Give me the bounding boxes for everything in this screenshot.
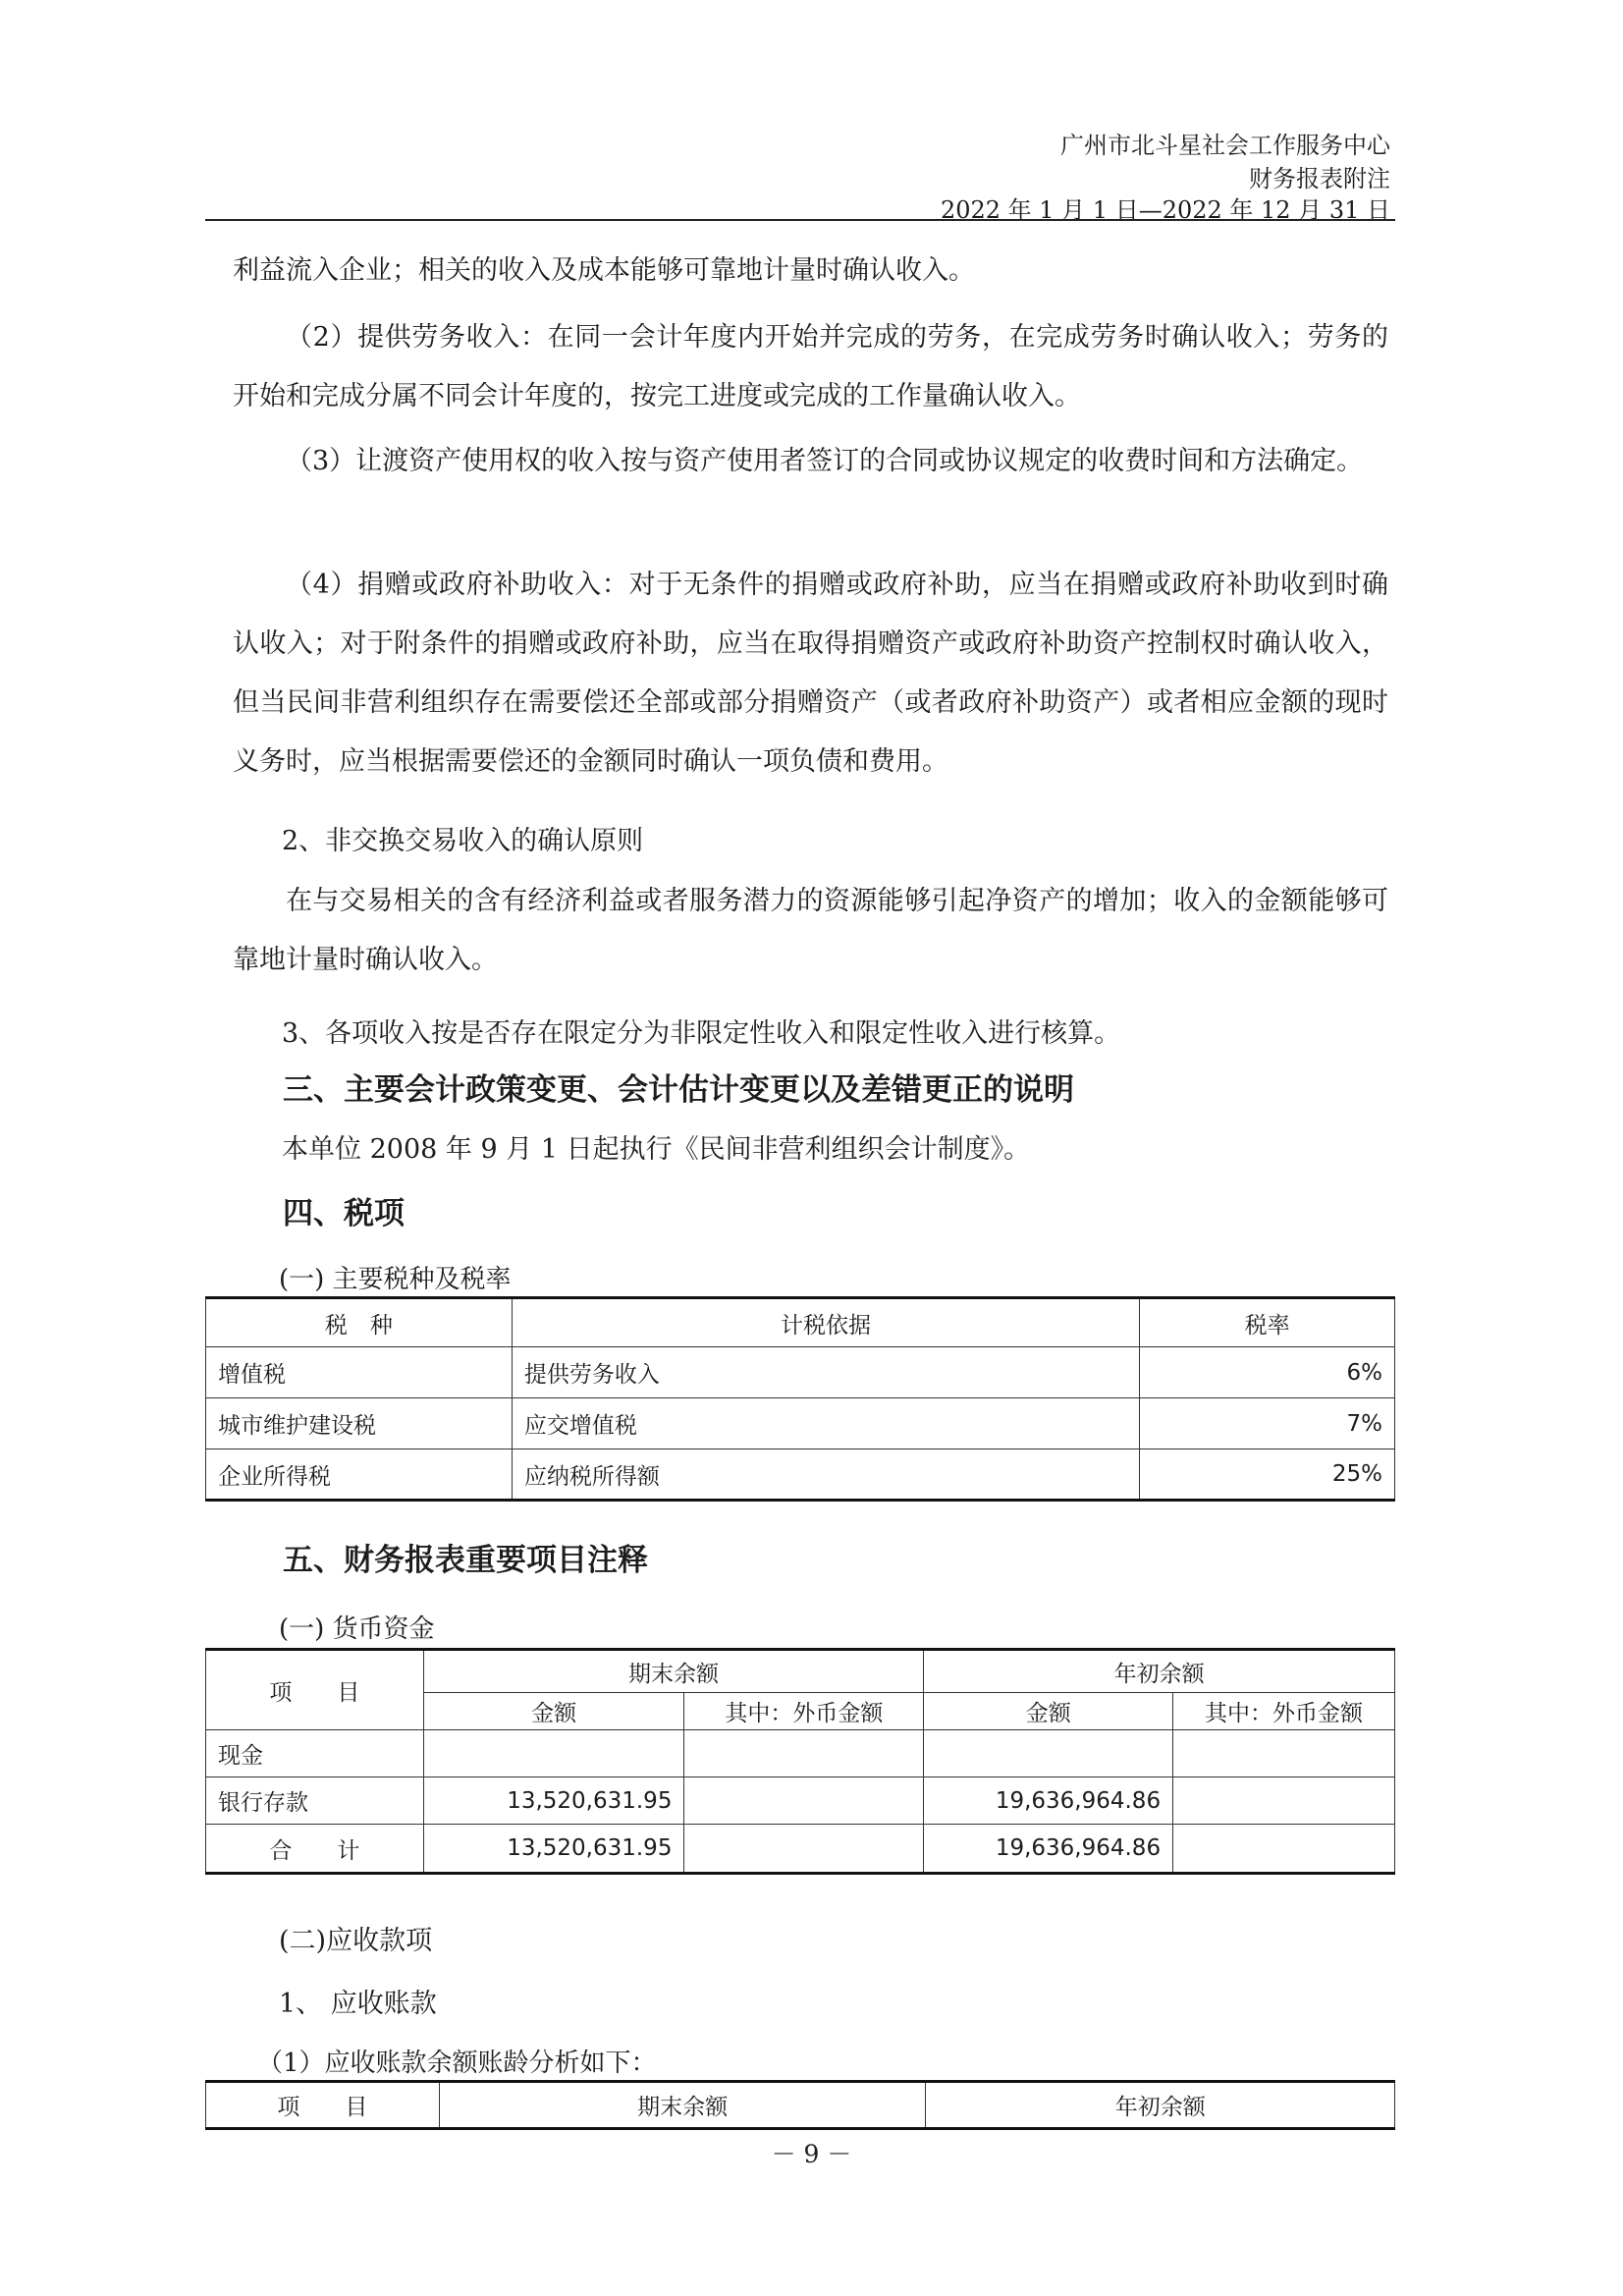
caption-tax-table: (一) 主要税种及税率 <box>279 1265 512 1294</box>
tax-type: 增值税 <box>206 1347 513 1398</box>
paragraph-donation-revenue: （4）捐赠或政府补助收入：对于无条件的捐赠或政府补助，应当在捐赠或政府补助收到时确认收入；对于附条件的捐赠或政府补助，应当在取得捐赠资产或政府补助资产控制权时确认收入，但当民间非营利组织存在需要偿还全部或部分捐赠资产（或者政府补助资产）或者相应金额的现时义务时，应当根据需要偿还的金额同时确认一项负债和费用。 <box>233 570 1388 777</box>
paragraph-policy-adoption: 本单位 2008 年 9 月 1 日起执行《民间非营利组织会计制度》。 <box>282 1134 1031 1165</box>
tax-type: 城市维护建设税 <box>206 1398 513 1449</box>
paragraph-service-revenue: （2）提供劳务收入：在同一会计年度内开始并完成的劳务，在完成劳务时确认收入；劳务的开始和完成分属不同会计年度的，按完工进度或完成的工作量确认收入。 <box>233 322 1388 411</box>
subsection-accounts-receivable: 1、 应收账款 <box>279 1989 437 2019</box>
tax-type: 企业所得税 <box>206 1449 513 1501</box>
caption-cash-table: (一) 货币资金 <box>279 1614 435 1644</box>
cash-header-begin-balance: 年初余额 <box>924 1650 1395 1693</box>
section-title-policy-changes: 三、主要会计政策变更、会计估计变更以及差错更正的说明 <box>283 1072 1074 1108</box>
paragraph-non-exchange-body: 在与交易相关的含有经济利益或者服务潜力的资源能够引起净资产的增加；收入的金额能够可靠地计量时确认收入。 <box>233 886 1388 975</box>
paragraph-revenue-classification: 3、各项收入按是否存在限定分为非限定性收入和限定性收入进行核算。 <box>282 1018 1121 1049</box>
tax-basis: 应交增值税 <box>512 1398 1139 1449</box>
tax-basis: 提供劳务收入 <box>512 1347 1139 1398</box>
tax-basis: 应纳税所得额 <box>512 1449 1139 1501</box>
cash-item-total: 合 计 <box>206 1825 424 1874</box>
cash-begin-amount <box>924 1730 1173 1777</box>
section-title-financial-notes: 五、财务报表重要项目注释 <box>283 1543 648 1578</box>
cash-end-amount <box>423 1730 684 1777</box>
header-period: 2022 年 1 月 1 日—2022 年 12 月 31 日 <box>940 196 1390 224</box>
table-row <box>206 1449 1395 1501</box>
ar-aging-table <box>205 2080 1395 2130</box>
cash-begin-amount-total: 19,636,964.86 <box>924 1825 1173 1874</box>
cash-end-foreign-total <box>684 1825 924 1874</box>
cash-header-end-balance: 期末余额 <box>423 1650 924 1693</box>
tax-rate: 7% <box>1140 1398 1395 1449</box>
ar-header-end-balance: 期末余额 <box>439 2082 926 2129</box>
cash-begin-foreign <box>1173 1730 1395 1777</box>
tax-rate: 6% <box>1140 1347 1395 1398</box>
ar-header-begin-balance: 年初余额 <box>926 2082 1395 2129</box>
paragraph-revenue-recognition-end: 利益流入企业；相关的收入及成本能够可靠地计量时确认收入。 <box>233 255 975 286</box>
paragraph-asset-use-revenue: （3）让渡资产使用权的收入按与资产使用者签订的合同或协议规定的收费时间和方法确定。 <box>286 446 1364 476</box>
header-doc-title: 财务报表附注 <box>1249 165 1390 192</box>
tax-header-basis: 计税依据 <box>512 1298 1139 1347</box>
header-org: 广州市北斗星社会工作服务中心 <box>1060 132 1390 159</box>
ar-header-item: 项 目 <box>206 2082 440 2129</box>
cash-item: 现金 <box>206 1730 424 1777</box>
cash-end-foreign <box>684 1777 924 1825</box>
cash-begin-foreign <box>1173 1777 1395 1825</box>
cash-subheader-begin-foreign: 其中：外币金额 <box>1173 1693 1395 1730</box>
cash-table <box>205 1648 1395 1875</box>
cash-subheader-begin-amount: 金额 <box>924 1693 1173 1730</box>
table-row <box>206 1730 1395 1777</box>
tax-header-rate: 税率 <box>1140 1298 1395 1347</box>
cash-end-amount: 13,520,631.95 <box>423 1777 684 1825</box>
table-row <box>206 1777 1395 1825</box>
cash-begin-amount: 19,636,964.86 <box>924 1777 1173 1825</box>
table-row <box>206 1347 1395 1398</box>
paragraph-non-exchange-title: 2、非交换交易收入的确认原则 <box>282 826 644 856</box>
table-row-total <box>206 1825 1395 1874</box>
section-title-taxes: 四、税项 <box>283 1196 405 1231</box>
caption-ar-aging: （1）应收账款余额账龄分析如下： <box>257 2049 657 2078</box>
tax-table <box>205 1296 1395 1502</box>
tax-header-type: 税 种 <box>206 1298 513 1347</box>
cash-subheader-end-foreign: 其中：外币金额 <box>684 1693 924 1730</box>
cash-subheader-end-amount: 金额 <box>423 1693 684 1730</box>
page-number: － 9 － <box>771 2140 852 2168</box>
cash-end-amount-total: 13,520,631.95 <box>423 1825 684 1874</box>
subsection-receivables: (二)应收款项 <box>279 1926 433 1956</box>
cash-begin-foreign-total <box>1173 1825 1395 1874</box>
tax-rate: 25% <box>1140 1449 1395 1501</box>
table-row <box>206 1398 1395 1449</box>
cash-item: 银行存款 <box>206 1777 424 1825</box>
cash-end-foreign <box>684 1730 924 1777</box>
header-rule <box>205 219 1395 221</box>
cash-header-item: 项 目 <box>206 1650 424 1730</box>
